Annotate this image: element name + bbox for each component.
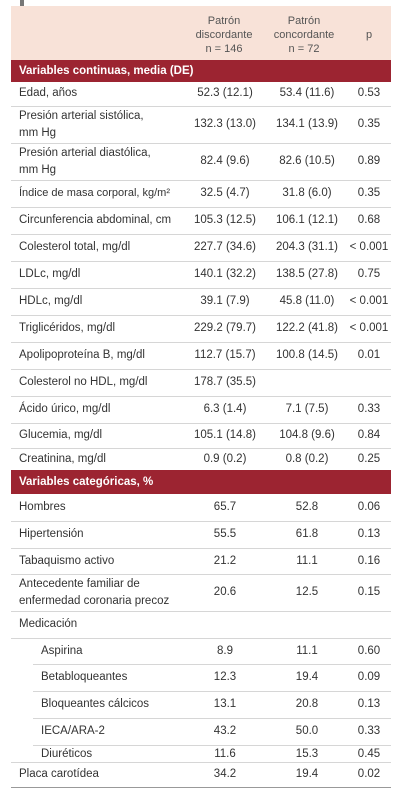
cell-concordant: 138.5 (27.8): [275, 268, 338, 280]
cell-discordant: 34.2: [213, 768, 237, 780]
cell-discordant: 178.7 (35.5): [193, 376, 256, 388]
cell-discordant: 112.7 (15.7): [194, 349, 256, 361]
cell-discordant: 12.3: [213, 671, 237, 683]
row-label: Betabloqueantes: [41, 671, 128, 683]
cell-p: 0.15: [357, 586, 381, 598]
cell-p: 0.02: [357, 768, 381, 780]
cell-p: < 0.001: [349, 295, 389, 307]
cell-discordant: 52.3 (12.1): [197, 87, 253, 99]
cell-p: 0.06: [357, 501, 381, 513]
table-row: [11, 235, 391, 262]
row-label: Apolipoproteína B, mg/dl: [19, 349, 145, 361]
row-label: Glucemia, mg/dl: [19, 429, 103, 441]
table-row: [11, 107, 391, 144]
cell-p: 0.84: [357, 429, 381, 441]
header-discordant: [191, 14, 257, 56]
table-row: [11, 424, 391, 449]
row-label: HDLc, mg/dl: [19, 295, 83, 307]
table-header: [11, 6, 391, 60]
cell-concordant: 19.4: [295, 671, 319, 683]
cell-concordant: 20.8: [295, 698, 319, 710]
cell-p: 0.89: [357, 155, 381, 167]
header-concordant-n: n = 72: [288, 43, 320, 55]
table-row: [33, 692, 391, 719]
cell-p: 0.16: [357, 555, 381, 567]
table-row: [11, 208, 391, 235]
table-row: [11, 181, 391, 208]
cell-discordant: 0.9 (0.2): [203, 453, 247, 465]
row-label: Colesterol total, mg/dl: [19, 241, 131, 253]
row-label: Ácido úrico, mg/dl: [19, 403, 111, 415]
table-row: [33, 746, 391, 762]
cell-p: 0.13: [357, 528, 381, 540]
table-row: [11, 549, 391, 575]
table-row: [11, 262, 391, 289]
table-row: [11, 82, 391, 107]
row-label: Diuréticos: [41, 748, 93, 760]
row-label: Creatinina, mg/dl: [19, 453, 106, 465]
cell-p: 0.33: [357, 725, 381, 737]
table-row: [11, 612, 391, 639]
table-row: [33, 639, 391, 665]
table-row: [11, 289, 391, 316]
cell-p: 0.35: [357, 118, 381, 130]
cell-concordant: 50.0: [295, 725, 319, 737]
row-label: Edad, años: [19, 87, 78, 99]
cell-p: 0.13: [357, 698, 381, 710]
cell-p: 0.35: [357, 187, 381, 199]
cell-concordant: 52.8: [295, 501, 319, 513]
cell-concordant: 53.4 (11.6): [279, 87, 335, 99]
cell-concordant: 19.4: [295, 768, 319, 780]
cell-concordant: 122.2 (41.8): [275, 322, 338, 334]
cell-discordant: 65.7: [213, 501, 237, 513]
header-discordant-line2: discordante: [195, 29, 253, 41]
row-label: Colesterol no HDL, mg/dl: [19, 376, 148, 388]
cell-p: 0.75: [357, 268, 381, 280]
cell-p: 0.53: [357, 87, 381, 99]
header-concordant-line2: concordante: [273, 29, 335, 41]
cell-concordant: 45.8 (11.0): [279, 295, 335, 307]
table-row: [11, 343, 391, 370]
cell-discordant: 105.3 (12.5): [193, 214, 256, 226]
cell-discordant: 132.3 (13.0): [193, 118, 256, 130]
cell-p: 0.60: [357, 645, 381, 657]
table-row: [11, 370, 391, 397]
row-label: Aspirina: [41, 645, 83, 657]
row-label: Hipertensión: [19, 528, 84, 540]
row-label: Antecedente familiar de enfermedad coronaria precoz: [19, 578, 170, 607]
table-row: [33, 719, 391, 746]
cell-discordant: 11.6: [214, 748, 236, 760]
table-row: [11, 522, 391, 549]
header-p: p: [365, 29, 373, 41]
section-categorical: Variables categóricas, %: [11, 470, 391, 494]
row-label: Índice de masa corporal, kg/m²: [19, 187, 171, 199]
cell-p: 0.09: [357, 671, 381, 683]
cell-discordant: 39.1 (7.9): [200, 295, 250, 307]
row-label: IECA/ARA-2: [41, 725, 105, 737]
cell-p: 0.45: [357, 748, 381, 760]
header-concordant: [263, 14, 345, 56]
cell-discordant: 21.2: [213, 555, 237, 567]
cell-discordant: 229.2 (79.7): [193, 322, 256, 334]
table-row: [11, 316, 391, 343]
section-continuous: Variables continuas, media (DE): [11, 60, 391, 82]
cell-discordant: 43.2: [213, 725, 237, 737]
cell-discordant: 20.6: [213, 586, 237, 598]
cell-p: 0.68: [357, 214, 381, 226]
cell-p: 0.33: [357, 403, 381, 415]
row-label: Medicación: [19, 618, 78, 630]
header-concordant-line1: Patrón: [287, 15, 321, 27]
cell-concordant: 11.1: [296, 555, 318, 567]
cell-concordant: 31.8 (6.0): [282, 187, 332, 199]
cell-discordant: 140.1 (32.2): [193, 268, 256, 280]
row-label: Hombres: [19, 501, 66, 513]
cell-concordant: 82.6 (10.5): [279, 155, 335, 167]
cell-concordant: 100.8 (14.5): [275, 349, 338, 361]
cell-p: < 0.001: [349, 241, 389, 253]
cell-p: 0.25: [357, 453, 381, 465]
row-label: Triglicéridos, mg/dl: [19, 322, 116, 334]
cell-concordant: 7.1 (7.5): [285, 403, 329, 415]
row-label: Placa carotídea: [19, 768, 99, 780]
row-label: Presión arterial sistólica, mm Hg: [19, 110, 144, 139]
cell-discordant: 8.9: [217, 645, 233, 657]
cell-discordant: 6.3 (1.4): [203, 403, 247, 415]
cell-concordant: 61.8: [295, 528, 319, 540]
table-row: [11, 495, 391, 522]
header-discordant-line1: Patrón: [207, 15, 241, 27]
table-row: [33, 665, 391, 692]
cell-discordant: 13.1: [213, 698, 237, 710]
row-label: Bloqueantes cálcicos: [41, 698, 150, 710]
row-label: Tabaquismo activo: [19, 555, 115, 567]
table-row: [11, 144, 391, 181]
row-label: LDLc, mg/dl: [19, 268, 81, 280]
cell-concordant: 134.1 (13.9): [275, 118, 338, 130]
table-row: [11, 575, 391, 612]
row-label: Circunferencia abdominal, cm: [19, 214, 172, 226]
cell-discordant: 227.7 (34.6): [193, 241, 256, 253]
cell-concordant: 106.1 (12.1): [275, 214, 338, 226]
cell-concordant: 104.8 (9.6): [279, 429, 335, 441]
cell-discordant: 105.1 (14.8): [193, 429, 256, 441]
cell-concordant: 15.3: [295, 748, 319, 760]
cell-discordant: 32.5 (4.7): [200, 187, 250, 199]
table-row: [11, 449, 391, 471]
cell-discordant: 55.5: [213, 528, 237, 540]
table-row: [11, 763, 391, 788]
cell-p: < 0.001: [349, 322, 389, 334]
cell-concordant: 12.5: [295, 586, 319, 598]
row-label: Presión arterial diastólica, mm Hg: [19, 147, 151, 176]
header-discordant-n: n = 146: [205, 43, 243, 55]
cell-p: 0.01: [357, 349, 381, 361]
cell-concordant: 0.8 (0.2): [285, 453, 329, 465]
table-row: [11, 397, 391, 424]
cell-concordant: 11.1: [296, 645, 318, 657]
cell-discordant: 82.4 (9.6): [200, 155, 250, 167]
cell-concordant: 204.3 (31.1): [275, 241, 338, 253]
